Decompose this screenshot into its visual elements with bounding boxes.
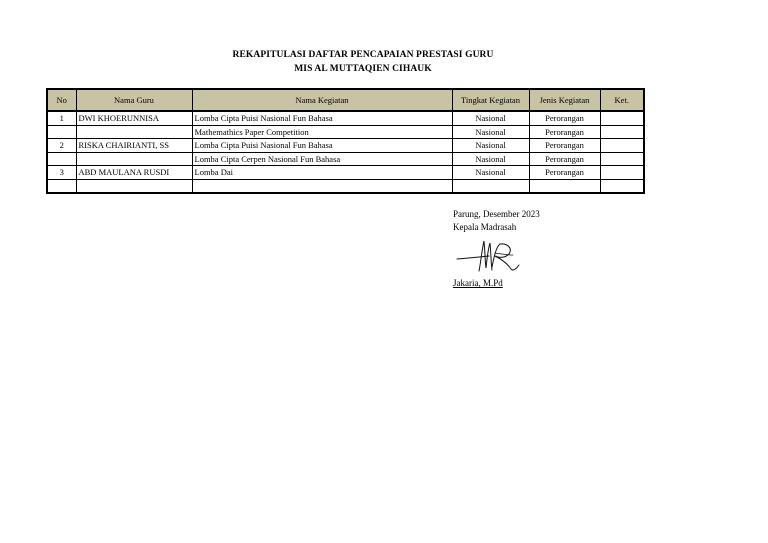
cell-no: 3 [47,166,76,180]
cell-ket [600,166,644,180]
table-row [47,139,644,153]
cell-no [47,125,76,139]
cell-tingkat: Nasional [452,152,529,166]
cell-kegiatan: Lomba Dai [192,166,452,180]
signature-name: Jakaria, M.Pd [453,278,503,288]
cell-jenis: Perorangan [529,152,600,166]
cell-jenis [529,179,600,193]
header-ket: Ket. [600,89,644,111]
cell-tingkat: Nasional [452,125,529,139]
document-title: REKAPITULASI DAFTAR PENCAPAIAN PRESTASI GURU [232,50,494,60]
cell-guru [76,125,192,139]
cell-tingkat: Nasional [452,111,529,125]
table-row [47,152,644,166]
cell-tingkat: Nasional [452,166,529,180]
achievement-table [46,88,645,194]
cell-guru: RISKA CHAIRIANTI, SS [76,139,192,153]
cell-ket [600,125,644,139]
cell-jenis: Perorangan [529,166,600,180]
cell-no: 1 [47,111,76,125]
header-nama-kegiatan: Nama Kegiatan [192,89,452,111]
cell-guru: DWI KHOERUNNISA [76,111,192,125]
cell-no [47,179,76,193]
table-header-row [47,89,644,111]
cell-ket [600,111,644,125]
cell-tingkat: Nasional [452,139,529,153]
signature-place-date: Parung, Desember 2023 [453,209,540,219]
header-no: No [47,89,76,111]
cell-kegiatan: Lomba Cipta Cerpen Nasional Fun Bahasa [192,152,452,166]
cell-guru [76,179,192,193]
table-row [47,111,644,125]
cell-ket [600,139,644,153]
cell-jenis: Perorangan [529,125,600,139]
cell-guru: ABD MAULANA RUSDI [76,166,192,180]
header-nama-guru: Nama Guru [76,89,192,111]
signature-role: Kepala Madrasah [453,222,517,232]
table-row [47,179,644,193]
school-name: MIS AL MUTTAQIEN CIHAUK [294,64,432,74]
cell-kegiatan: Lomba Cipta Puisi Nasional Fun Bahasa [192,111,452,125]
header-tingkat-kegiatan: Tingkat Kegiatan [452,89,529,111]
cell-kegiatan: Lomba Cipta Puisi Nasional Fun Bahasa [192,139,452,153]
handwritten-signature [455,237,525,277]
cell-ket [600,179,644,193]
cell-no [47,152,76,166]
cell-tingkat [452,179,529,193]
table-row [47,125,644,139]
cell-guru [76,152,192,166]
cell-kegiatan: Mathemathics Paper Competition [192,125,452,139]
cell-kegiatan [192,179,452,193]
cell-jenis: Perorangan [529,139,600,153]
cell-no: 2 [47,139,76,153]
header-jenis-kegiatan: Jenis Kegiatan [529,89,600,111]
cell-ket [600,152,644,166]
table-row [47,166,644,180]
cell-jenis: Perorangan [529,111,600,125]
